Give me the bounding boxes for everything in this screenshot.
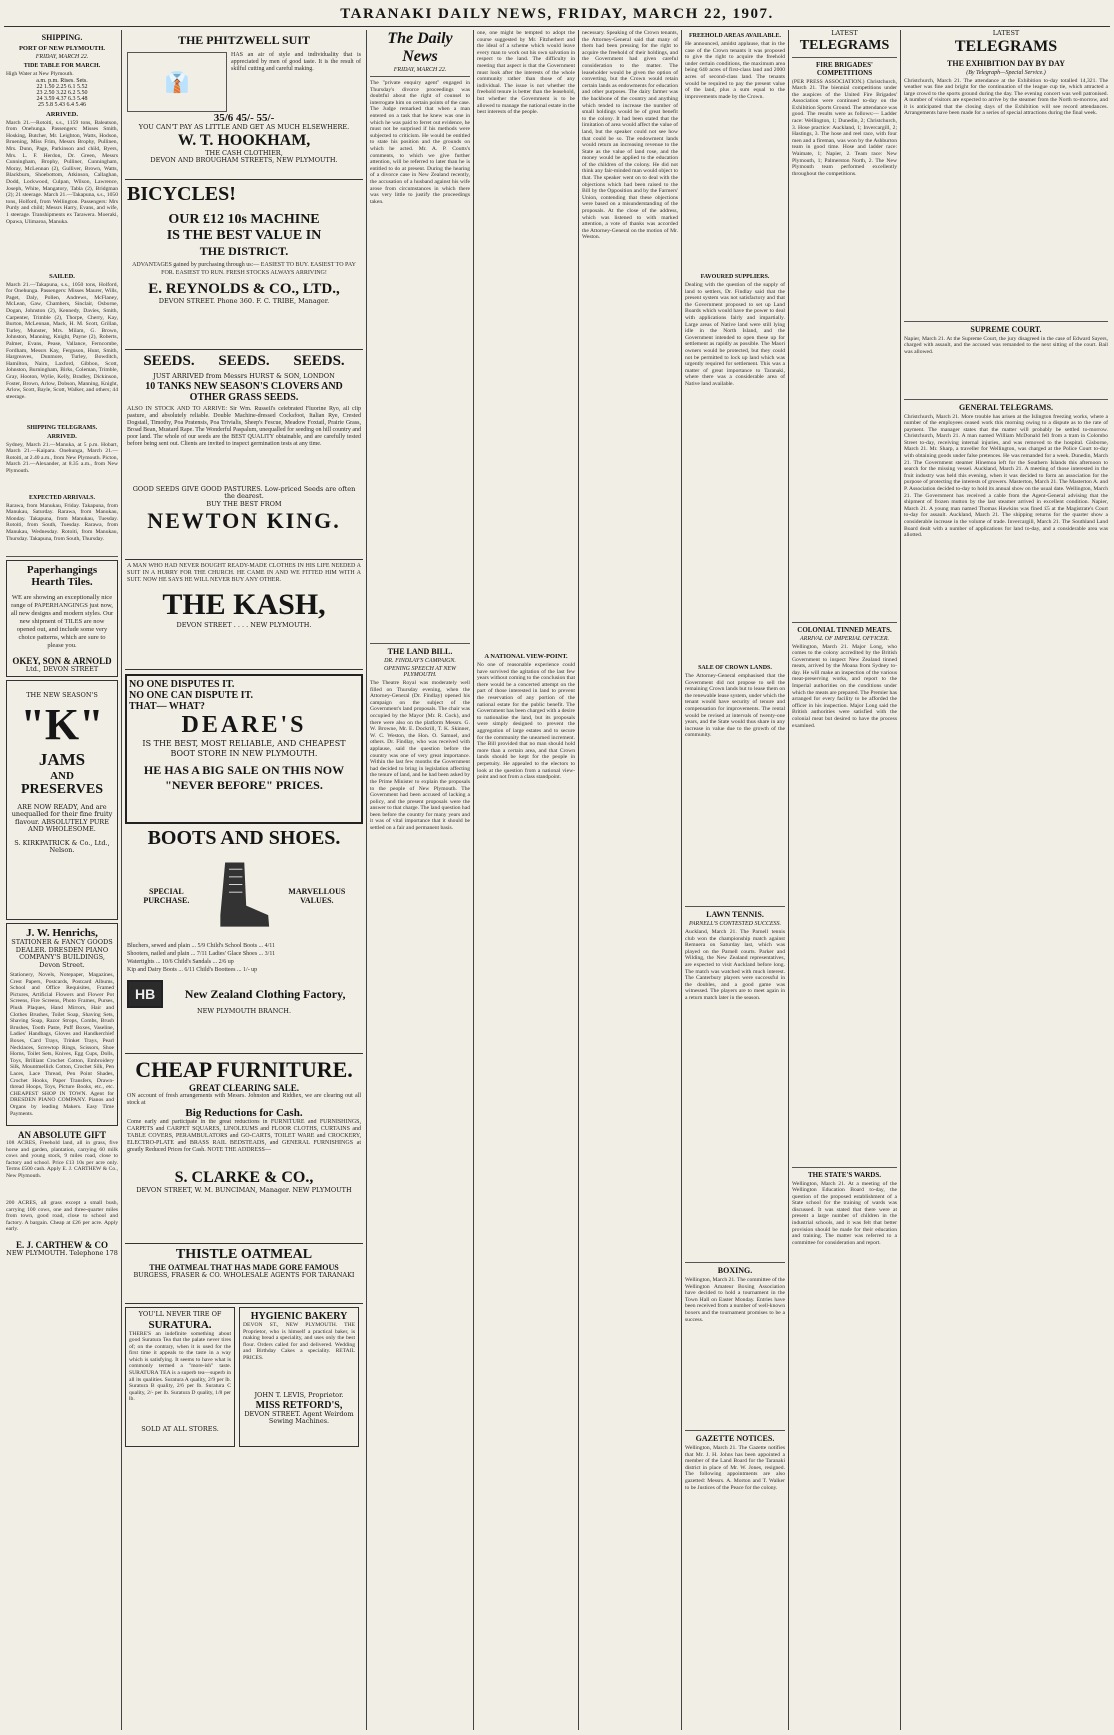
deares-line-1: NO ONE DISPUTES IT. (129, 679, 235, 690)
kash-address: DEVON STREET . . . . NEW PLYMOUTH. (176, 621, 312, 629)
deares-sale: HE HAS A BIG SALE ON THIS NOW "NEVER BEFORE" PRICES. (143, 763, 345, 792)
thistle-title: THISTLE OATMEAL (175, 1247, 313, 1262)
bicycles-text: ADVANTAGES gained by purchasing through us:— EASIEST TO BUY. EASIEST TO PAY FOR. EASIEST TO RUN. FRESH STOCKS ALWAYS ARRIVING! (132, 262, 356, 276)
divider (370, 76, 470, 77)
supreme-court-heading: SUPREME COURT. (970, 324, 1042, 334)
bicycles-headline-3: THE DISTRICT. (199, 244, 289, 258)
boot-illustration-icon (206, 856, 273, 936)
expected-arrivals-heading: EXPECTED ARRIVALS. (29, 494, 95, 501)
preserves-title: PRESERVES (21, 781, 103, 797)
column-news-1 (582, 30, 678, 1730)
divider (792, 1167, 897, 1168)
sailed-text: March 21.—Takapuna, s.s., 1050 tons, Holford, for Onehunga. Passengers: Misses Maurer, Wills, Paget, Daly, Pollen, Andrews, McFlaney, McLean, Gaw, Chambers, Sinclair, Osborne, Dogan, Johnston (2), Kennedy, Davies, Smith, Carpenter, Trimble (2), Thorpe, Cherry, Kay, Burton, McLennan, Mack, H. M. Scott, Grillan, Turley, Munster, Mrs. Milam, G. Brown, Johnston, Manning, Knight, Payne (2), Roberts, Palmer, Evans, Pease, Vallance, Ferncombe, Fordham, Messrs Kay, Ferguson, Hunt, Smith, Hargreaves, Dunmore, Turley, Bowditch, Hamilton, Nairn, Laxford, Gibbon, Scott, Johnston, Burningham, Birks, Coleman, Trimble, Gray, Hooton, Wylie, Kelly, Bradley, Dickinson, Foster, Brown, Arlow, Dobson, Manning, Knight, Arlow, Scott, Bayle, Scott, Walker, and others; 44 steerage. (6, 281, 118, 400)
column-shipping (6, 30, 118, 1730)
tennis-sub: PARNELL'S CONTESTED SUCCESS. (688, 921, 782, 927)
column-rule (366, 30, 367, 1730)
phitzwell-suit-title: THE PHITZWELL SUIT (177, 33, 311, 47)
clarke-name: S. CLARKE & CO., (174, 1169, 314, 1186)
editorial-date: FRIDAY, MARCH 22. (393, 67, 447, 73)
phitzwell-text: HAS an air of style and individuality that is appreciated by men of good taste. It is the result of skilful cutting and careful making. (231, 52, 361, 72)
deares-text: IS THE BEST, MOST RELIABLE, AND CHEAPEST BOOT STORE IN NEW PLYMOUTH. (142, 739, 346, 758)
colonial-tinned-meats: COLONIAL TINNED MEATS. (797, 625, 892, 634)
freehold-text: He announced, amidst applause, that in the case of the Crown tenants it was proposed to give the right to acquire the freehold under certain conditions, the maximum area being 640 acres of first-class land and 2000 acres of second-class land. The tenants would be required to pay the present value of the land, plus a sum equal to the improvements made by the Crown. (685, 41, 785, 100)
tide-row: 22 1.50 2.25 6.1 5.52 (36, 83, 88, 90)
exhibition-sub: (By Telegraph—Special Service.) (966, 69, 1046, 76)
seeds-tanks: 10 TANKS NEW SEASON'S CLOVERS AND OTHER GRASS SEEDS. (145, 380, 343, 403)
bicycles-ad (125, 180, 363, 350)
suppliers-text: Dealing with the question of the supply of land to settlers, Dr. Findlay said that the present system was not satisfactory and that the Government proposed to set up Land Boards which would have the power to deal with applications fairly and impartially. Large areas of Native land were still lying idle in the North Island, and the Government intended to open these up for settlement as rapidly as possible. The Maori owners would be protected, but they could not be permitted to lock up land which was urgently required for settlement. This was a matter of great importance to Taranaki, where there was a considerable area of Native land available. (685, 282, 785, 387)
kash-title: THE KASH, (162, 588, 326, 621)
suratura-title: SURATURA. (148, 1318, 212, 1331)
port-heading: PORT OF NEW PLYMOUTH. (18, 45, 106, 52)
exhibition-heading: THE EXHIBITION DAY BY DAY (947, 58, 1065, 68)
henrichs-sub: STATIONER & FANCY GOODS DEALER. DRESDEN PIANO COMPANY'S BUILDINGS, Devon Street. (11, 938, 113, 969)
deares-title: DEARE'S (181, 712, 307, 738)
clothing-factory-row (127, 980, 361, 1008)
tide-heading: TIDE TABLE FOR MARCH. (23, 63, 101, 69)
tide-row: 24 3.59 4.37 6.3 5.48 (36, 95, 88, 102)
clothing-factory-title: New Zealand Clothing Factory, (184, 986, 346, 1001)
gazette-text: Wellington, March 21. The Gazette notifies that Mr. J. H. Johns has been appointed a member of the Land Board for the Taranaki district in place of Mr. W. Jones, resigned. The following appointments are also gazetted: Messrs. A. Morton and T. Walker to be Justices of the Peace for the colony. (685, 1445, 785, 1491)
bakery-proprietor: JOHN T. LEVIS, Proprietor. (254, 1391, 344, 1399)
meats-sub: ARRIVAL OF IMPERIAL OFFICER. (800, 635, 889, 642)
column-rule (900, 30, 901, 1730)
deares-line-3: THAT— WHAT? (129, 701, 205, 712)
paperhangings-title: Paperhangings (26, 563, 98, 576)
boxing-heading: BOXING. (717, 1266, 753, 1275)
column-advertisements (125, 30, 363, 1730)
column-news-2 (685, 30, 785, 1730)
freehold-heading: FREEHOLD AREAS AVAILABLE. (689, 33, 781, 39)
clarke-address: DEVON STREET, W. M. BUNCIMAN, Manager. NEW PLYMOUTH (136, 1186, 352, 1194)
furniture-text: Come early and participate in the great reductions in FURNITURE and FURNISHINGS, CARPETS and CARPET SQUARES, LINOLEUMS and FLOOR CLOTHS, CURTAINS and TABLE COVERS, PERAMBULATORS and GO-CARTS, TOILET WARE and CROCKERY, ELECTRO-PLATE and BRASS RAIL BEDSTEADS, and GENERAL FURNISHINGS at greatly Reduced Prices for Cash. NOTE THE ADDRESS— (127, 1119, 361, 1153)
fire-brigades-text: (PER PRESS ASSOCIATION.) Christchurch, March 21. The biennial competitions under the auspices of the United Fire Brigades' Association were continued to-day on the Exhibition Sports Ground. The attendance was good. The results were as follows:— Ladder race: Wellington, 1; Dunedin, 2; Christchurch, 3. Hose practice: Auckland, 1; Invercargill, 2; Hastings, 3. The hose and reel race, with four men and a fireman, was won by the Ashburton team in good time. Hose and ladder race: Waimate, 1; Napier, 2. Team race: New Plymouth, 1; Palmerston North, 2. The New Plymouth team performed excellently throughout the competitions. (792, 78, 897, 177)
bakery-text: DEVON ST., NEW PLYMOUTH. THE Proprietor, who is himself a practical baker, is making bread a speciality, and uses only the best flour. Orders called for and delivered. Wedding and Birthday Cakes a speciality. RETAIL PRICES. (243, 1322, 355, 1361)
shipping-heading: SHIPPING. (41, 33, 83, 42)
masthead-rule (4, 26, 1110, 27)
boots-price-1: Bluchers, sewed and plain ... 5/9 Child's School Boots ... 4/11 (127, 943, 276, 949)
okey-street: Ltd., DEVON STREET (25, 664, 99, 673)
expected-text: Rarawa, from Manukau, Friday. Takapuna, from Manukau, Saturday. Rarawa, from Manukau, Monday. Takapuna, from Manukau, Tuesday. Rotoiti, from South, Tuesday. Rarawa, from Manukau, Wednesday. Rotoiti, from Manukau, Thursday. Takapuna, from South, Thursday. (6, 502, 118, 542)
column-editorial (370, 30, 470, 1730)
boots-price-3: Watertights ... 10/6 Child's Sandals ... 2/6 up (127, 959, 234, 965)
tide-intro: High Water at New Plymouth. (6, 71, 74, 77)
land-bill-sub: DR. FINDLAY'S CAMPAIGN. (384, 658, 456, 664)
exhibition-text: Christchurch, March 21. The attendance at the Exhibition to-day totalled 14,321. The weather was fine and bright for the continuation of the league cup tie, which attracted a large crowd to the sports ground during the day. The evening concert was well patronised. A number of visitors are expected to arrive by the steamer from the North to-morrow, and it is anticipated that the closing days of the Exhibition will see record attendances. Arrangements have been made for a series of special attractions during the final week. (904, 77, 1108, 117)
phitzwell-prices: 35/6 45/- 55/- (213, 112, 275, 124)
absolute-gift-title: AN ABSOLUTE GIFT (17, 1130, 107, 1141)
boots-ad (125, 824, 363, 1054)
column-rule (121, 30, 122, 1730)
marvellous-values: MARVELLOUS VALUES. (288, 887, 346, 905)
hb-logo: HB (127, 980, 163, 1008)
furniture-intro: ON account of fresh arrangements with Messrs. Johnston and Riddiex, we are clearing out all stock at (127, 1093, 361, 1106)
lawn-tennis-heading: LAWN TENNIS. (706, 910, 764, 919)
column-rule (473, 30, 474, 1730)
tide-row: 25 5.8 5.43 6.4 5.46 (38, 101, 86, 108)
masthead: TARANAKI DAILY NEWS, FRIDAY, MARCH 22, 1907. (340, 6, 774, 22)
column-rule (788, 30, 789, 1730)
editorial-text: The "private enquiry agent" engaged in Thursday's divorce proceedings was doubtful about the right of counsel to interrogate him on certain points of the case. The Judge remarked that when a man entered on a task that he knew was one in which he was paid to ferret out evidence, he must not be surprised if his methods were subjected to criticism. He would be entitled to state his position and the grounds on which he acted. Mr. A. P. Coutts's comments, to which we give further attention, will be referred to later than he is entitled to do at present. During the hearing of a divorce case in New Zealand recently, the accusation of a husband against his wife arose from circumstances in which there was very little to justify the proceedings taken. (370, 80, 470, 205)
big-reductions: Big Reductions for Cash. (185, 1107, 303, 1119)
arrived-heading: ARRIVED. (46, 110, 78, 118)
henrichs-text: Stationery, Novels, Notepaper, Magazines, Crest Papers, Postcards, Postcard Albums, School and Office Requisites, Framed Pictures, Artificial Flowers and Flower Pot Screens, Fire Screens, Photo Frames, Purses, Plush Plaques, Hand Mirrors, Hair and Clothes Brushes, Toilet Soap, Shaving Sets, Shaving Soap, Razor Strops, Combs, Brush Brushes, Tooth Paste, Puff Boxes, Vaseline, Ladies' Handbags, Gloves and Handkerchief Boxes, Card Trays, Trinket Trays, Pearl Necklaces, Screwtop Rings, Scissors, Shoe Horns, Toilet Sets, Knives, Egg Cups, Dolls, Toys, Brilliant Crochet Cotton, Embroidery Silk, Mountmellick Cotton, Crochet Silk, Pen Laces, Lace Thread, Pen Point Shades, Crochet Hooks, Paper Transfers, Drawn-thread Hoops, Toys, Picture Books, etc., etc. CHEAPEST SHOP IN TOWN. Agent for DRESDEN PIANO COMPANY. Pianos and Organs by leading Makers. Easy Time Payments. (10, 972, 114, 1117)
sailed-heading: SAILED. (49, 272, 75, 280)
divider (370, 643, 470, 644)
bicycles-title: BICYCLES! (127, 183, 236, 205)
gazette-heading: GAZETTE NOTICES. (695, 1434, 775, 1443)
states-wards-heading: THE STATE'S WARDS. (808, 1170, 881, 1179)
bottom-ad-row (125, 1304, 363, 1450)
bakery-ad (239, 1307, 359, 1447)
henrichs-title: J. W. Henrichs, (26, 927, 98, 940)
divider (6, 556, 118, 557)
editorial-text-2: one, one might be tempted to adopt the course suggested by Mr. Fitzherbert and the ideal of a scheme which would leave every man to work out his own salvation in respect to the land. The difficulty in meeting that aspect is that the Government must look after the interests of the whole community rather than those of any individual. The issue is not whether the freehold tenure is better than the leasehold, but whether the Government is to be allowed to manage the national estate in the best interests of the people. (477, 30, 575, 116)
bicycles-headline-2: IS THE BEST VALUE IN (166, 228, 322, 243)
hookham-address: DEVON AND BROUGHAM STREETS, NEW PLYMOUTH. (150, 156, 338, 164)
deares-line-2: NO ONE CAN DISPUTE IT. (129, 690, 253, 701)
hookham-trade: THE CASH CLOTHIER, (205, 148, 283, 157)
fire-brigades-heading: FIRE BRIGADES' COMPETITIONS (816, 60, 873, 77)
crown-text: The Attorney-General emphasised that the Government did not propose to sell the remaining Crown lands but to lease them on the renewable lease system, under which the tenant would have security of tenure and compensation for improvements. The rental would be revised at intervals of twenty-one years, and the State would thus share in any increase in value due to the growth of the community. (685, 673, 785, 739)
thistle-agents: BURGESS, FRASER & CO. WHOLESALE AGENTS FOR TARANAKI (133, 1271, 355, 1279)
seeds-title: SEEDS. SEEDS. SEEDS. (143, 353, 345, 369)
suratura-sold: SOLD AT ALL STORES. (141, 1424, 219, 1433)
meats-text: Wellington, March 21. Major Long, who comes to the colony accredited by the British Government to inspect New Zealand tinned meats, arrived by the Moana from Sydney to-day. He will make an inspection of the various meat-preserving works, and report to the Imperial authorities on the conditions under which the meats are prepared. The Premier has arranged for every facility to be afforded the officer in his inspection. Major Long said the British authorities were satisfied with the colonial meat but desired to have the process examined. (792, 643, 897, 729)
hookham-name: W. T. HOOKHAM, (177, 131, 311, 149)
boots-price-2: Shooters, nailed and plain ... 7/11 Ladies' Glace Shoes ... 3/11 (127, 951, 276, 957)
suit-illustration-icon: 👔 (127, 52, 227, 112)
okey-son-arnold: OKEY, SON & ARNOLD (12, 655, 112, 666)
seeds-arrived: JUST ARRIVED from Messrs HURST & SON, LONDON (153, 372, 335, 380)
divider (792, 57, 897, 58)
column-telegrams-2 (904, 30, 1108, 1730)
daily-news-nameplate: The Daily News (387, 30, 453, 65)
court-text: Napier, March 21. At the Supreme Court, the jury disagreed in the case of Edward Sayers, charged with assault, and the accused was remanded to the next sitting of the court. Bail was allowed. (904, 335, 1108, 355)
general-text: Christchurch, March 21. More trouble has arisen at the Islington freezing works, where a number of the employees ceased work this morning owing to a dispute as to the rate of payment. The manager states that the matter will probably be settled to-morrow. Christchurch, March 21. A man named William McDonald fell from a tram in Colombo Street to-day, receiving internal injuries, and was removed to the hospital. Gisborne, March 21. Mr. Sharp, a traveller for Wellington, was charged at the Police Court to-day with obtaining goods under false pretences. He was remanded for a week. Dunedin, March 21. The Government steamer Hinemoa left for the Southern Islands this afternoon to search for the missing vessel. Auckland, March 21. A meeting of those interested in the fruit industry was held this evening, when it was decided to form an association for the purpose of protecting the interests of growers. Masterton, March 21. The Masterton A. and P. Association decided to-day to hold its annual show on the usual date. Wellington, March 21. The Government has received a cable from the Agent-General advising that the shipment of frozen mutton by the last steamer arrived in excellent condition. Napier, March 21. A young man named Thomas Hawkins was fined £5 at the Magistrate's Court to-day for assault. Auckland, March 21. The shipping returns for the quarter show a considerable increase in the volume of trade. Invercargill, March 21. The Southland Land Board dealt with a number of applications for land to-day, and a considerable area was allotted. (904, 413, 1108, 539)
thistle-sub: THE OATMEAL THAT HAS MADE GORE FAMOUS (149, 1263, 339, 1272)
column-rule (578, 30, 579, 1730)
miss-retford: MISS RETFORD'S, (255, 1399, 343, 1411)
tide-table (6, 78, 118, 108)
bicycles-headline-1: OUR £12 10s MACHINE (168, 212, 320, 227)
retford-agent: DEVON STREET. Agent Weirdom Sewing Machines. (244, 1409, 354, 1425)
boots-title: BOOTS AND SHOES. (147, 827, 341, 849)
kash-text: A MAN WHO HAD NEVER BOUGHT READY-MADE CLOTHES IN HIS LIFE NEEDED A SUIT IN A HURRY FOR THE CHURCH. HE CAME IN AND WE FITTED HIM WITH A SUIT. NOW HE SAYS HE WILL NEVER BUY ANY OTHER. (127, 563, 361, 583)
column-telegrams-1 (792, 30, 897, 1730)
kirkpatrick: S. KIRKPATRICK & Co., Ltd., Nelson. (14, 838, 110, 855)
divider (685, 1430, 785, 1431)
cheap-furniture-title: CHEAP FURNITURE. (135, 1057, 353, 1082)
carthew-town: NEW PLYMOUTH. Telephone 178 (6, 1249, 118, 1258)
telegrams-title-2: TELEGRAMS (954, 37, 1058, 55)
suratura-ad (125, 1307, 235, 1447)
reynolds-address: DEVON STREET. Phone 360. F. C. TRIBE, Manager. (158, 297, 330, 305)
shipping-telegrams-heading: SHIPPING TELEGRAMS. (26, 424, 98, 431)
furniture-ad (125, 1054, 363, 1244)
viewpoint-text: No one of reasonable experience could have survived the agitation of the last few years without coming to the conclusion that there would be a concerted attempt on the part of those interested in land to prevent the reservation of any portion of the national estate for the public benefit. The Government has been charged with a desire to nationalise the land, but its proposals were simply designed to prevent the aggregation of large estates and to secure for the community the unearned increment. The Bill provided that no man should hold more than a certain area, and that Crown lands should be kept for the people in perpetuity. He appealed to the electors to look at the question from a national view-point and not from a class standpoint. (477, 662, 575, 781)
arrived-heading-2: ARRIVED. (47, 433, 77, 440)
clothing-factory-branch: NEW PLYMOUTH BRANCH. (196, 1007, 292, 1015)
tennis-text: Auckland, March 21. The Parnell tennis club won the championship match against Remuera on Saturday last, which was played on the Parnell courts. Parker and Wilding, the New Zealand representatives, are expected to visit Auckland before long. The match was watched with much interest. The Canterbury players were successful in the doubles, and a good game was witnessed. The players are to meet again in a return match later in the season. (685, 929, 785, 1001)
divider (904, 321, 1108, 322)
jams-title: JAMS (38, 749, 86, 769)
acres-text: 200 ACRES, all grass except a small bush, carrying 100 cows, one and three-quarter miles from town, good road, close to school and factory. A bargain. Cheap at £26 per acre. Apply early. (6, 1200, 118, 1233)
boxing-text: Wellington, March 21. The committee of the Wellington Amateur Boxing Association have decided to hold a tournament in the Town Hall on Easter Monday. Entries have been received from a number of well-known boxers and the tournament promises to be a success. (685, 1277, 785, 1323)
suratura-intro: YOU'LL NEVER TIRE OF (138, 1310, 222, 1318)
boots-row (127, 856, 361, 936)
hearth-tiles-title: Hearth Tiles. (31, 575, 93, 588)
arrived-text: March 21.—Rotoiti, s.s., 1159 tons, Baleatson, from Onehunga. Passengers: Misses Smith, Hosking, Butcher, Mr. Leighton, Watts, Hodson, Bruening, Miss Frim, Messrs Brophy, Pullinen, Mrs. Dunn, Page, Parkinson and child, Byers, Mrs. L. F. Herdon, Dr. Green, Messrs Cunningham, Brophy, Pulliner, Cunningham, Moray, McLennan (2), Gulliver, Brown, Watts, Blackburn, Shoebottom, Atkinson, Callaghan, Dodd, Lockwood, Culpan, Wilson, Lawrence, Joseph, White, Mangatory, Tabla (2), Bridgman (2); 21 steerage. March 21.—Takapuna, s.s., 1050 tons, Holford, from Wellington. Passengers: Mrs Purdy and child; Messrs Harry, Evans, and wife, 1 steerage. Transhipments ex Tarawera. Moeraki, Opawa, Ulimaroa, Manuka. (6, 119, 118, 225)
seeds-text: ALSO IN STOCK AND TO ARRIVE: Sir Wm. Russell's celebrated Fluorine Ryo, all clip pasture, and absolutely reliable. Double Machine-dressed Cocksfoot, Italian Rye, Crested Dogstail, Timothy, Poa Pratensis, Poa Trivialis, Sheep's Fescue, Meadow Foxtail, Prairie Grass, Broad Bean, Mustard Rape. The Wonderful Paspalum, unequalled for seeding on hill country and poor land. The whole of our seeds are the BEST QUALITY obtainable, and are carefully tested before being sent out. Clients are invited to inspect germination tests at any time. (127, 405, 361, 447)
tide-row: 23 2.50 3.22 6.2 5.50 (36, 89, 88, 96)
k-jams-ad (6, 680, 118, 920)
wards-text: Wellington, March 21. At a meeting of the Wellington Education Board to-day, the question of the proposed establishment of a State school for the training of wards was discussed. It was stated that there were at present a large number of children in the industrial schools, and it was felt that better provision should be made for their education and training. The matter was referred to a committee for consideration and report. (792, 1180, 897, 1246)
paperhangings-ad (6, 560, 118, 678)
land-bill-text: The Theatre Royal was moderately well filled on Thursday evening, when the Attorney-General (Dr. Findlay) opened his campaign on the subject of the Government's land proposals. The chair was occupied by the Mayor (Mr. R. Cock), and there were also on the platform Messrs. G. W. Browne, Mr. E. Dockrill, T. K. Skinner, W. C. Weston, the Hon. O. Samuel, and others. Dr. Findlay, who was received with applause, said the question before the country was one of very great importance. Within the last few months the Government had decided to bring in legislation affecting the tenure of land, and he had been asked by the Prime Minister to explain the proposals to the people of New Plymouth. The Government had been accused of lacking a policy, and the present proposals were the answer to that charge. The land question had been before the country for many years and it was of vital importance that it should be settled on a fair and permanent basis. (370, 680, 470, 832)
seeds-ad (125, 350, 363, 560)
phitzwell-slogan: YOU CAN'T PAY AS LITTLE AND GET AS MUCH ELSEWHERE. (138, 123, 350, 131)
thistle-oatmeal-ad (125, 1244, 363, 1304)
reynolds-name: E. REYNOLDS & CO., LTD., (148, 281, 340, 297)
carthew-title: E. J. CARTHEW & CO (15, 1240, 109, 1251)
shipping-date: FRIDAY, MARCH 22. (35, 54, 89, 60)
news-text-1: necessary. Speaking of the Crown tenants, the Attorney-General said that many of them had been pressing for the right to acquire the freehold of their holdings, and the Government had given careful consideration to the matter. The leaseholder would be given the option of converting, but the Crown would retain certain lands as endowments for education and other purposes. The dairy farmer was the backbone of the country and anything which tended to increase the number of small holdings would be of great benefit to the colony. It had been stated that the limitation of area would affect the value of land, but the speaker could not see how that could be so. The endowment lands would return an increasing revenue to the State as the value of land rose, and the money would be applied to the education of the children of the colony. He did not think any fair-minded man would object to that. The speaker went on to deal with the objections which had been raised to the Bill by the Opposition and by the Farmers' Union, contending that these objections were based on a misunderstanding of the proposals. At the close of the address, which was listened to with marked attention, a vote of thanks was accorded the Attorney-General on the motion of Mr. Weston. (582, 30, 678, 241)
the-new-seasons: THE NEW SEASON'S (26, 691, 98, 700)
paperhangings-text: WE are showing an exceptionally nice range of PAPERHANGINGS just now, all new designs and modern styles. Our new shipment of TILES are now opened out, and include some very choice patterns, which are sure to please you. (10, 593, 114, 649)
seeds-buy: BUY THE BEST FROM (206, 499, 282, 508)
divider (685, 1262, 785, 1263)
national-viewpoint: A NATIONAL VIEW-POINT. (484, 653, 568, 660)
land-bill-sub-2: OPENING SPEECH AT NEW PLYMOUTH. (383, 666, 457, 678)
deares-ad (125, 674, 363, 824)
newton-king-name: NEWTON KING. (147, 508, 341, 533)
divider (685, 906, 785, 907)
land-bill-heading: THE LAND BILL. (387, 647, 453, 656)
seeds-good: GOOD SEEDS GIVE GOOD PASTURES. Low-priced Seeds are often the dearest. (132, 484, 356, 500)
suratura-text: THERE'S an indefinite something about good Suratura Tea that the palate never tires of; on the contrary, when it is used for the first time it appeals to the taste in a way which is satisfying. It seems to have what is commonly termed a "more-ish" taste. SURATURA TEA is a superb tea—superb in all its qualities. Suratura A quality, 2/9 per lb. Suratura B quality, 2/6 per lb. Suratura C quality, 2/- per lb. Suratura D quality, 1/8 per lb. (129, 1330, 231, 1403)
phitzwell-row (127, 52, 361, 112)
column-rule (681, 30, 682, 1730)
telegrams-title: TELEGRAMS (799, 37, 890, 53)
latest-label: LATEST (831, 30, 858, 37)
and-text: AND (50, 769, 74, 782)
k-letter: "K" (20, 699, 104, 749)
tide-row: a.m. p.m. Rises. Sets. (36, 77, 88, 84)
jams-text: ARE NOW READY, And are unequalled for their fine fruity flavour. ABSOLUTELY PURE AND WHOLESOME. (11, 802, 113, 834)
sale-of-crown-lands: SALE OF CROWN LANDS. (698, 665, 772, 671)
divider (904, 399, 1108, 400)
boots-price-4: Kip and Dairy Boots ... 6/11 Child's Boottees ... 1/- up (127, 967, 258, 973)
special-purchase: SPECIAL PURCHASE. (143, 887, 190, 905)
favoured-suppliers: FAVOURED SUPPLIERS. (700, 274, 770, 280)
gift-text: 108 ACRES, Freehold land, all in grass, five horse and garden, plantation, carrying 60 milk cows and young stock, 9 miles road, close to factory and school. Price £13 10s per acre only. Terms £500 cash. Apply E. J. CARTHEW & Co., New Plymouth. (6, 1140, 118, 1180)
telegrams-text: Sydney, March 21.—Manuka, at 5 p.m. Hobart, March 21.—Kaipara. Onehunga, March 21.—Rotoiti, at 2.40 a.m., from New Plymouth. Picton, March 21.—Alexander, at 8.35 a.m., from New Plymouth. (6, 441, 118, 474)
divider (792, 622, 897, 623)
henrichs-ad (6, 923, 118, 1126)
clearing-sale: GREAT CLEARING SALE. (189, 1083, 299, 1093)
column-editorial-2 (477, 30, 575, 1730)
kash-ad (125, 560, 363, 670)
bakery-title: HYGIENIC BAKERY (250, 1311, 348, 1322)
latest-label-2: LATEST (992, 30, 1020, 37)
hookham-ad (125, 30, 363, 180)
general-telegrams-heading: GENERAL TELEGRAMS. (958, 402, 1054, 412)
